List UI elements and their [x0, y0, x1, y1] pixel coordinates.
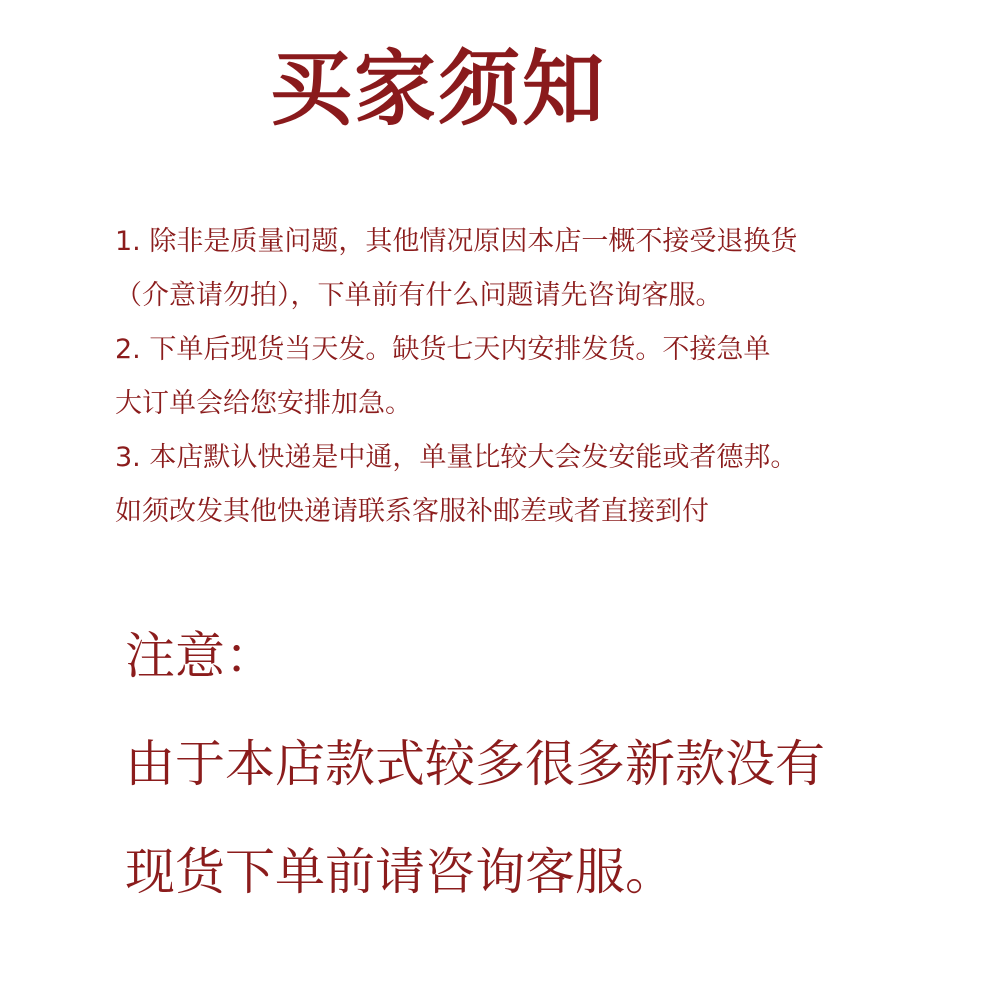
rule-line-2: （介意请勿拍），下单前有什么问题请先咨询客服。	[115, 280, 723, 311]
rules-list	[115, 215, 875, 539]
rule-line-3: 2. 下单后现货当天发。缺货七天内安排发货。不接急单	[115, 334, 771, 365]
rule-line-4: 大订单会给您安排加急。	[115, 388, 412, 419]
notice-heading: 注意：	[125, 627, 275, 685]
rule-line-5: 3. 本店默认快递是中通，单量比较大会发安能或者德邦。	[115, 442, 798, 473]
rule-line-1: 1. 除非是质量问题，其他情况原因本店一概不接受退换货	[115, 226, 798, 257]
rule-line-6: 如须改发其他快递请联系客服补邮差或者直接到付	[115, 496, 709, 527]
notice-line-2: 现货下单前请咨询客服。	[125, 843, 675, 901]
notice-line-1: 由于本店款式较多很多新款没有	[125, 735, 825, 793]
page-title: 买家须知	[270, 42, 607, 137]
